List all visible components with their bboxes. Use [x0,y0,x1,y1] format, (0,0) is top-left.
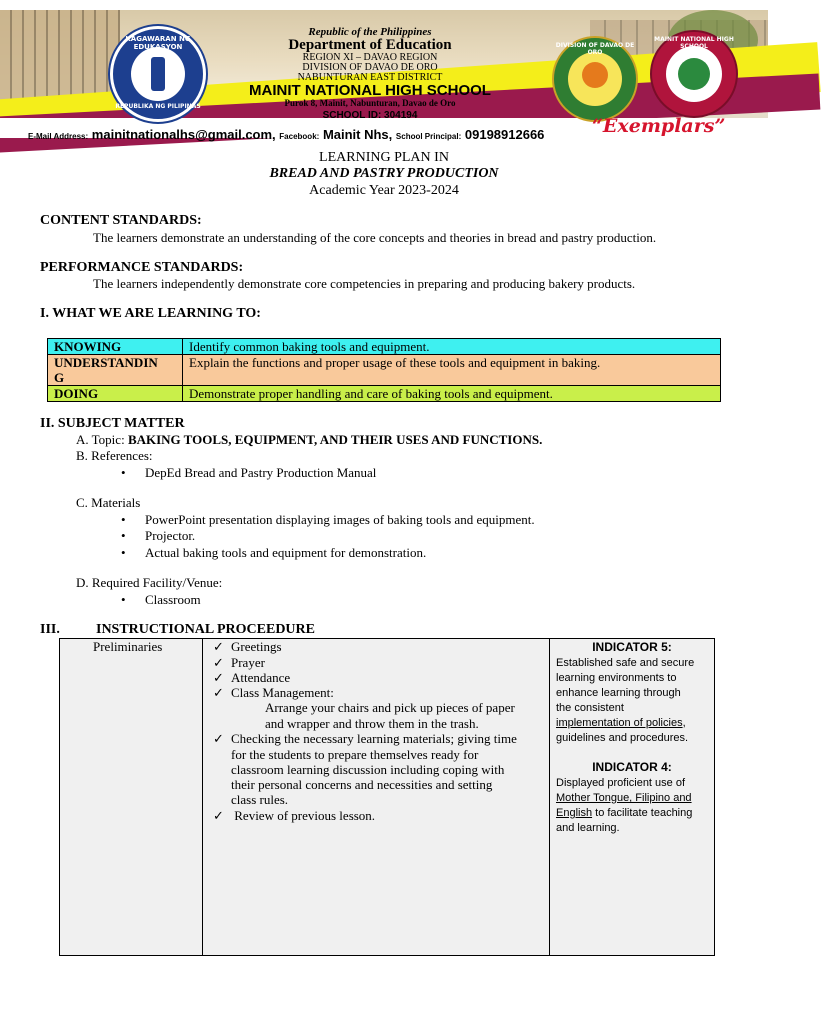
indicator-4-title: INDICATOR 4: [592,760,672,774]
topic-value: BAKING TOOLS, EQUIPMENT, AND THEIR USES AND FUNCTIONS. [127,432,543,447]
content-standards-heading: CONTENT STANDARDS: [40,213,202,228]
list-item: ✓ Prayer [213,655,265,670]
plan-title: LEARNING PLAN IN [319,150,449,165]
email-address: mainitnationalhs@gmail.com, [91,127,276,142]
plan-subject: BREAD AND PASTRY PRODUCTION [269,166,499,181]
material-item: • Projector. [145,528,195,544]
list-item: ✓ Class Management: [213,685,334,700]
district-line: NABUNTURAN EAST DISTRICT [297,72,443,83]
class-management-detail: Arrange your chairs and pick up pieces of paper [265,700,515,715]
checkmark-icon: ✓ [213,639,224,654]
checkmark-icon: ✓ [213,655,224,670]
procedure-heading-number: III. [40,622,60,637]
procedure-table [59,638,715,956]
checkmark-icon: ✓ [213,731,224,746]
school-name: MAINIT NATIONAL HIGH SCHOOL [249,82,491,99]
school-seal-logo: MAINIT NATIONAL HIGH SCHOOL [650,30,738,118]
list-item: ✓ Review of previous lesson. [213,808,376,823]
academic-year: Academic Year 2023-2024 [309,183,459,198]
motto: “Exemplars” [592,115,726,137]
material-item: • PowerPoint presentation displaying images of baking tools and equipment. [145,512,535,528]
list-item: ✓ Attendance [213,670,291,685]
school-address: Purok 8, Mainit, Nabunturan, Davao de Oro [284,98,456,108]
list-item: ✓ Greetings [213,639,282,654]
phase-column [60,639,203,955]
checkmark-icon: ✓ [213,685,224,700]
indicator-4-text: Displayed proficient use of Mother Tongue, Filipino and English to facilitate teaching and learning. [556,777,693,834]
division-line: DIVISION OF DAVAO DE ORO [302,62,438,73]
topic-label: A. Topic: [76,432,128,447]
checkmark-icon: ✓ [213,670,224,685]
facility-label: D. Required Facility/Venue: [76,575,223,590]
indicator-5-title: INDICATOR 5: [592,640,672,654]
objective-value: Demonstrate proper handling and care of baking tools and equipment. [183,386,721,402]
facebook-name: Mainit Nhs, [322,127,393,142]
principal-phone: 09198912666 [464,127,545,142]
learning-heading: I. WHAT WE ARE LEARNING TO: [40,306,261,321]
list-item-continued: class rules. [231,792,289,807]
principal-label: School Principal: [395,132,462,141]
table-row [48,339,721,355]
references-label: B. References: [76,448,153,463]
topic-line [76,432,542,448]
objective-key: DOING [48,386,183,402]
objective-value: Identify common baking tools and equipment. [183,339,721,355]
email-label: E-Mail Address: [28,132,89,141]
learning-objectives-table [47,338,721,402]
checkmark-icon: ✓ [213,808,224,823]
materials-label: C. Materials [76,495,141,510]
subject-matter-heading: II. SUBJECT MATTER [40,416,185,431]
division-seal-logo: DIVISION OF DAVAO DE ORO [552,36,638,122]
procedure-heading: INSTRUCTIONAL PROCEEDURE [96,622,315,637]
school-header-banner [0,10,768,142]
phase-label: Preliminaries [93,639,163,654]
deped-seal-logo: KAGAWARAN NG EDUKASYON REPUBLIKA NG PILIPINAS [110,26,206,122]
reference-item: • DepEd Bread and Pastry Production Manual [145,465,376,481]
list-item-continued: classroom learning discussion including coping with [231,762,505,777]
facebook-label: Facebook: [279,132,320,141]
contact-line [28,127,544,142]
objective-key: KNOWING [48,339,183,355]
table-row [48,386,721,402]
performance-standards-heading: PERFORMANCE STANDARDS: [40,260,244,275]
activities-column [203,639,550,955]
region-line: REGION XI – DAVAO REGION [302,52,438,63]
republic-line: Republic of the Philippines [308,26,432,38]
table-row [48,355,721,386]
list-item: ✓ Checking the necessary learning materials; giving time [213,731,517,746]
school-id: SCHOOL ID: 304194 [322,110,418,121]
list-item-continued: for the students to prepare themselves ready for [231,747,479,762]
facility-item: • Classroom [145,592,201,608]
indicators-column [550,639,714,955]
material-item: • Actual baking tools and equipment for demonstration. [145,545,426,561]
list-item-continued: their personal concerns and necessities and setting [231,777,493,792]
indicator-5-text: Established safe and secure learning environments to enhance learning through the consistent implementation of policies, guidelines and procedures. [556,657,695,744]
department-line: Department of Education [288,37,452,53]
objective-value: Explain the functions and proper usage of these tools and equipment in baking. [183,355,721,386]
performance-standards-text: The learners independently demonstrate core competencies in preparing and producing bakery products. [93,276,636,291]
objective-key: UNDERSTANDIN G [48,355,183,386]
class-management-detail: and wrapper and throw them in the trash. [265,716,479,731]
content-standards-text: The learners demonstrate an understanding of the core concepts and theories in bread and pastry production. [93,230,657,245]
